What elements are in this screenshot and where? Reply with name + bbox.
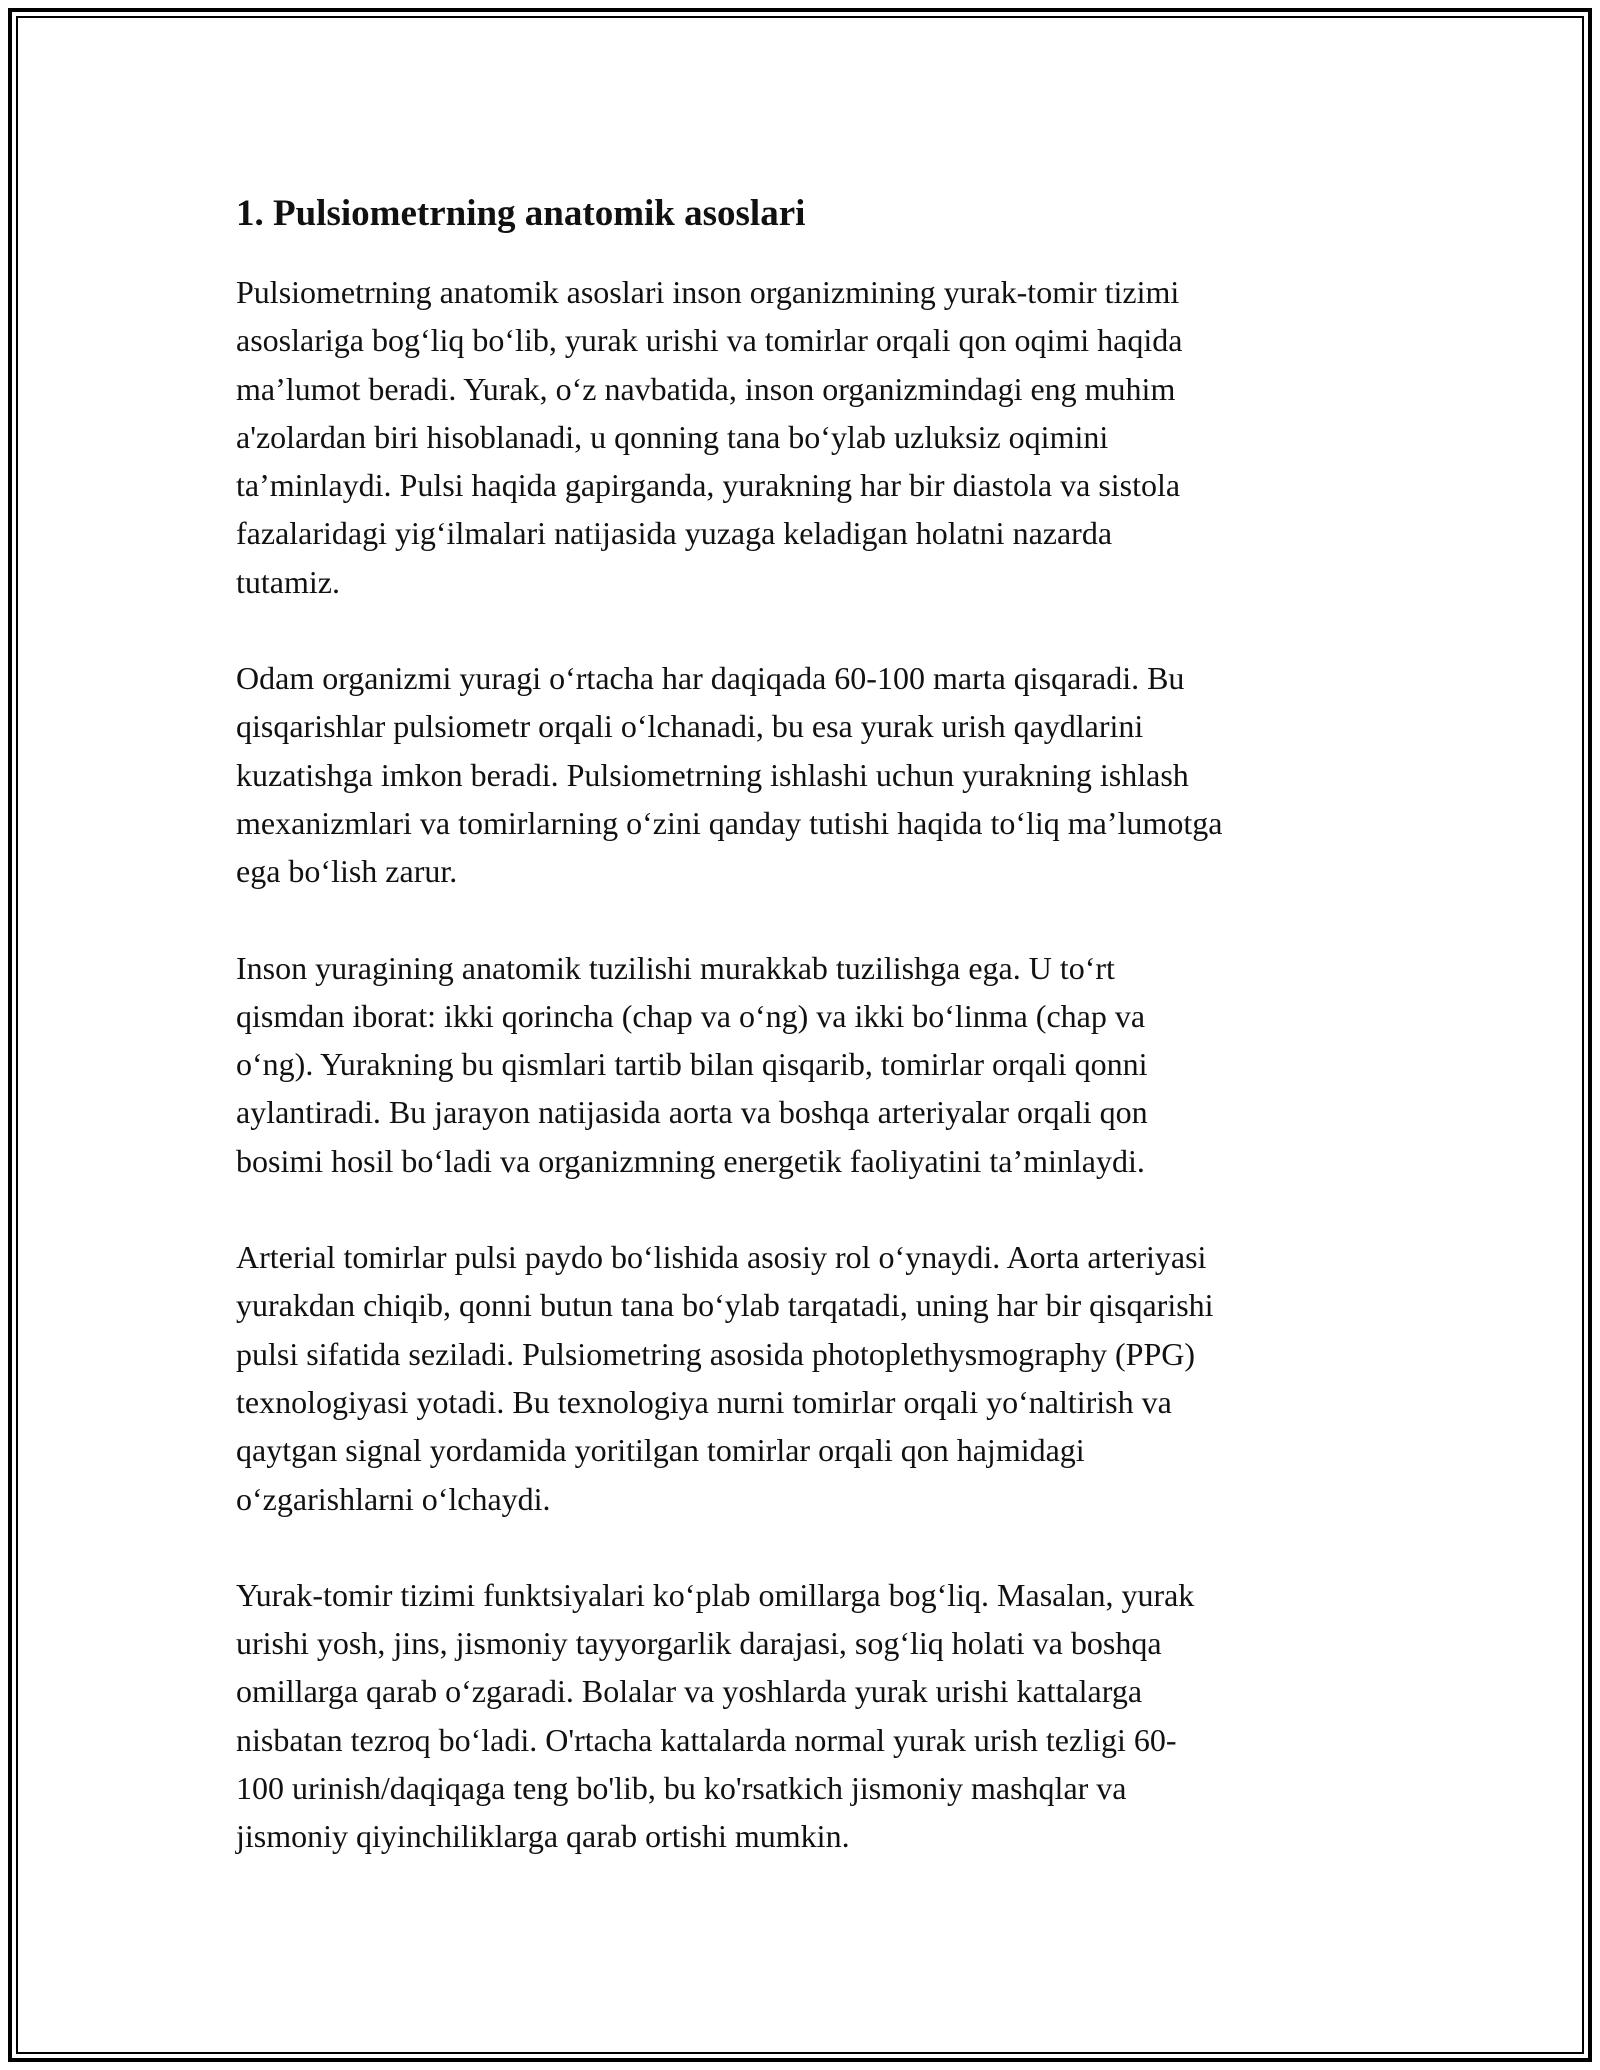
paragraph-1: Pulsiometrning anatomik asoslari inson organizmining yurak-tomir tizimi asoslariga bog‘liq bo‘lib, yurak urishi va tomirlar orqali qon oqimi haqida ma’lumot beradi. Yurak, o‘z navbatida, inson organizmindagi eng muhim a'zolardan biri hisoblanadi, u qonning tana bo‘ylab uzluksiz oqimini ta’minlaydi. Pulsi haqida gapirganda, yurakning har bir diastola va sistola fazalaridagi yig‘ilmalari natijasida yuzaga keladigan holatni nazarda tutamiz. (236, 274, 1183, 600)
section-heading: 1. Pulsiometrning anatomik asoslari (236, 193, 806, 234)
document-body (236, 186, 1376, 1909)
paragraph-5: Yurak-tomir tizimi funktsiyalari ko‘plab omillarga bog‘liq. Masalan, yurak urishi yosh, jins, jismoniy tayyorgarlik darajasi, sog‘liq holati va boshqa omillarga qarab o‘zgaradi. Bolalar va yoshlarda yurak urishi kattalarga nisbatan tezroq bo‘ladi. O'rtacha kattalarda normal yurak urish tezligi 60- 100 urinish/daqiqaga teng bo'lib, bu ko'rsatkich jismoniy mashqlar va jismoniy qiyinchiliklarga qarab ortishi mumkin. (236, 1576, 1195, 1855)
paragraph-2: Odam organizmi yuragi o‘rtacha har daqiqada 60-100 marta qisqaradi. Bu qisqarishlar pulsiometr orqali o‘lchanadi, bu esa yurak urish qaydlarini kuzatishga imkon beradi. Pulsiometrning ishlashi uchun yurakning ishlash mexanizmlari va tomirlarning o‘zini qanday tutishi haqida to‘liq ma’lumotga ega bo‘lish zarur. (236, 660, 1223, 890)
paragraph-4: Arterial tomirlar pulsi paydo bo‘lishida asosiy rol o‘ynaydi. Aorta arteriyasi yurakdan chiqib, qonni butun tana bo‘ylab tarqatadi, uning har bir qisqarishi pulsi sifatida seziladi. Pulsiometring asosida photoplethysmography (PPG) texnologiyasi yotadi. Bu texnologiya nurni tomirlar orqali yo‘naltirish va qaytgan signal yordamida yoritilgan tomirlar orqali qon hajmidagi o‘zgarishlarni o‘lchaydi. (236, 1239, 1214, 1517)
paragraph-3: Inson yuragining anatomik tuzilishi murakkab tuzilishga ega. U to‘rt qismdan iborat: ikki qorincha (chap va o‘ng) va ikki bo‘linma (chap va o‘ng). Yurakning bu qismlari tartib bilan qisqarib, tomirlar orqali qonni aylantiradi. Bu jarayon natijasida aorta va boshqa arteriyalar orqali qon bosimi hosil bo‘ladi va organizmning energetik faoliyatini ta’minlaydi. (236, 949, 1148, 1179)
